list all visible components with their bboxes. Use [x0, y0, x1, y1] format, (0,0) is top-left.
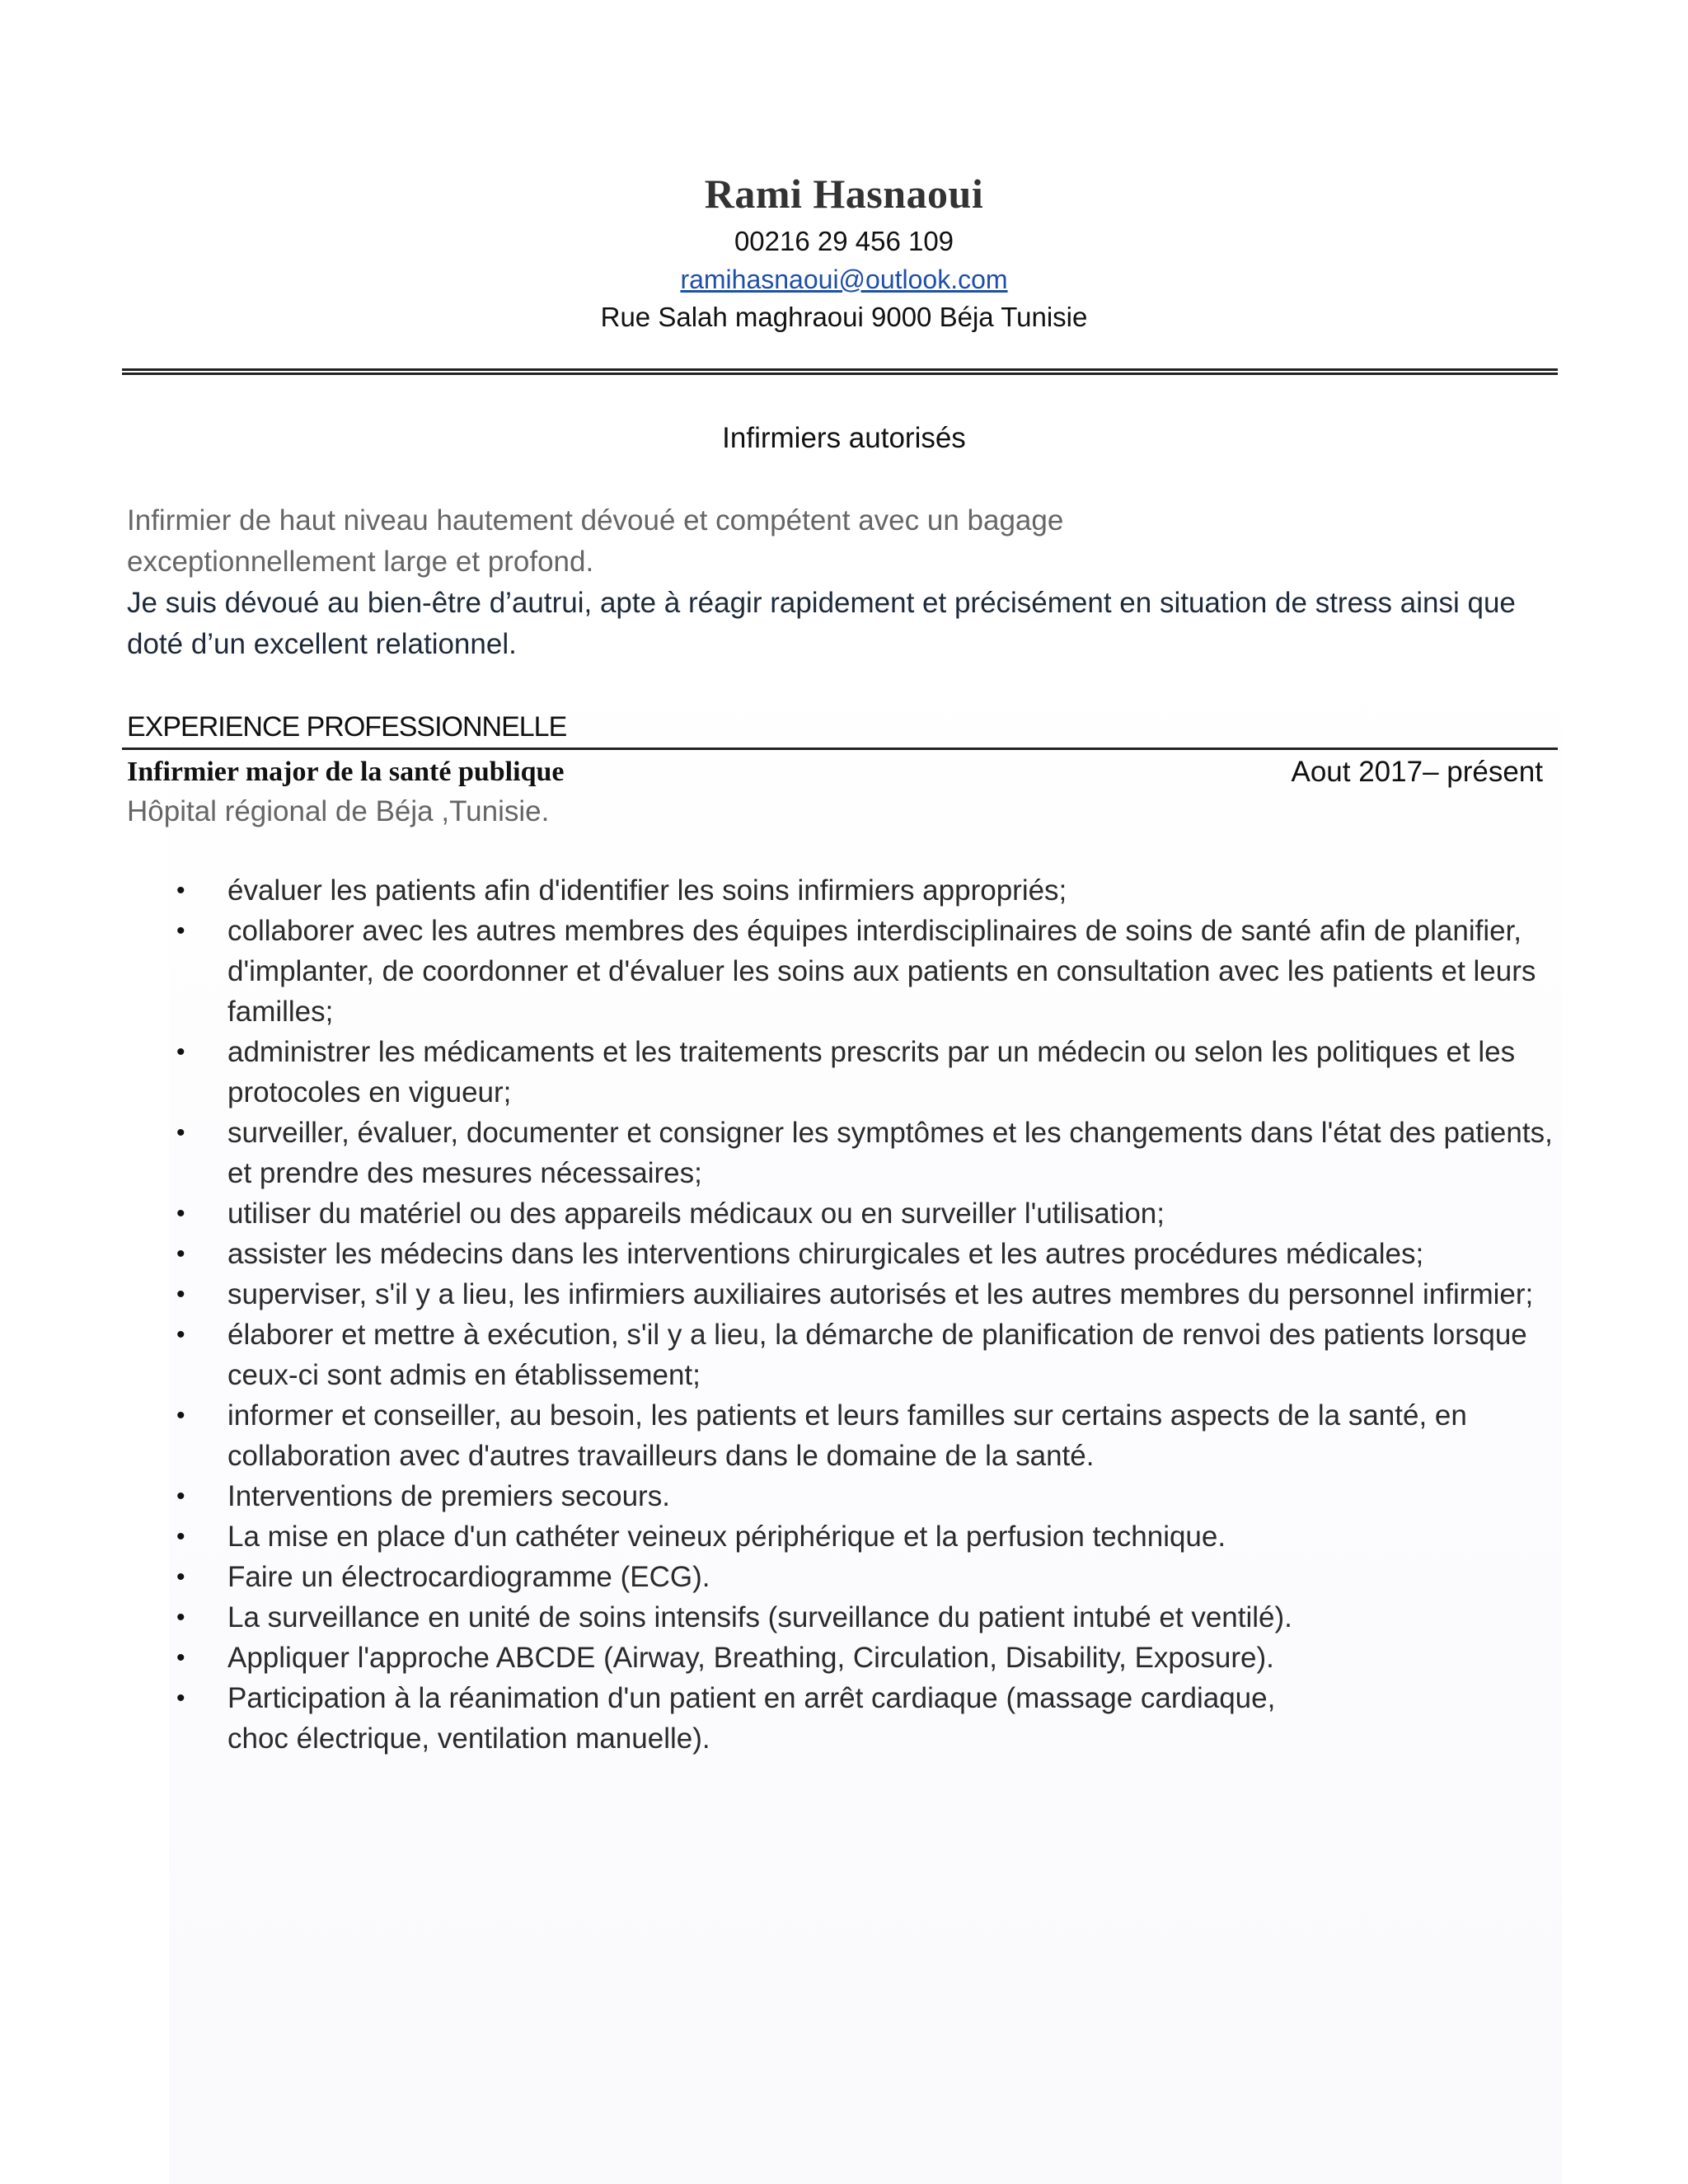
duty-text: administrer les médicaments et les traitements prescrits par un médecin ou selon les politiques et les protocoles en vigueur;	[227, 1036, 1516, 1108]
bullet-icon: •	[176, 917, 185, 944]
list-item	[127, 1395, 1561, 1476]
list-item	[127, 1032, 1561, 1113]
section-divider	[122, 748, 1558, 750]
bullet-icon: •	[176, 1200, 185, 1227]
list-item	[127, 911, 1561, 1032]
profile-summary	[127, 500, 1528, 665]
duty-text: Participation à la réanimation d'un patient en arrêt cardiaque (massage cardiaque, choc électrique, ventilation manuelle).	[227, 1682, 1276, 1755]
bullet-icon: •	[176, 1523, 185, 1550]
duty-text: assister les médecins dans les interventions chirurgicales et les autres procédures médicales;	[227, 1238, 1424, 1270]
list-item	[127, 870, 1561, 911]
list-item	[127, 1113, 1561, 1193]
duty-text: informer et conseiller, au besoin, les patients et leurs familles sur certains aspects de la santé, en collaboration avec d'autres travailleurs dans le domaine de la santé.	[227, 1399, 1467, 1472]
list-item	[127, 1638, 1315, 1678]
list-item	[127, 1274, 1561, 1315]
employer: Hôpital régional de Béja ,Tunisie.	[127, 795, 550, 827]
job-date: Aout 2017– présent	[1291, 756, 1543, 788]
header-divider	[122, 368, 1558, 375]
summary-line-2: exceptionnellement large et profond.	[127, 546, 594, 578]
list-item	[127, 1476, 1561, 1516]
summary-line-1: Infirmier de haut niveau hautement dévoué et compétent avec un bagage	[127, 504, 1064, 537]
duty-text: Faire un électrocardiogramme (ECG).	[227, 1561, 710, 1593]
duty-text: collaborer avec les autres membres des équipes interdisciplinaires de soins de santé afin de planifier, d'implanter, de coordonner et d'évaluer les soins aux patients en consultation avec les patients et leurs familles;	[227, 915, 1536, 1028]
bullet-icon: •	[176, 1563, 185, 1591]
duty-text: superviser, s'il y a lieu, les infirmiers auxiliaires autorisés et les autres membres du personnel infirmier;	[227, 1278, 1534, 1310]
bullet-icon: •	[176, 1281, 185, 1308]
candidate-name: Rami Hasnaoui	[704, 171, 984, 217]
list-item	[127, 1234, 1561, 1274]
bullet-icon: •	[176, 877, 185, 904]
duty-text: surveiller, évaluer, documenter et consigner les symptômes et les changements dans l'état des patients, et prendre des mesures nécessaires;	[227, 1117, 1553, 1189]
job-target-title: Infirmiers autorisés	[722, 422, 966, 454]
bullet-icon: •	[176, 1038, 185, 1066]
duty-text: La mise en place d'un cathéter veineux périphérique et la perfusion technique.	[227, 1521, 1226, 1553]
bullet-icon: •	[176, 1685, 185, 1712]
phone-number: 00216 29 456 109	[734, 226, 954, 256]
list-item	[127, 1557, 1561, 1597]
bullet-icon: •	[176, 1240, 185, 1268]
job-title: Infirmier major de la santé publique	[127, 757, 565, 787]
contact-header	[0, 165, 1688, 336]
bullet-icon: •	[176, 1321, 185, 1348]
list-item	[127, 1597, 1315, 1638]
duty-text: utiliser du matériel ou des appareils médicaux ou en surveiller l'utilisation;	[227, 1197, 1165, 1230]
duty-text: évaluer les patients afin d'identifier les soins infirmiers appropriés;	[227, 874, 1067, 907]
email-link[interactable]: ramihasnaoui@outlook.com	[680, 265, 1008, 294]
duties-list	[127, 870, 1561, 1759]
summary-line-3: Je suis dévoué au bien-être d’autrui, apte à réagir rapidement et précisément en situation de stress ainsi que doté d’un excellent relationnel.	[127, 587, 1516, 660]
duty-text: élaborer et mettre à exécution, s'il y a lieu, la démarche de planification de renvoi des patients lorsque ceux-ci sont admis en établissement;	[227, 1319, 1527, 1391]
experience-section-title: EXPERIENCE PROFESSIONNELLE	[127, 711, 567, 743]
duty-text: Interventions de premiers secours.	[227, 1480, 670, 1512]
duty-text: Appliquer l'approche ABCDE (Airway, Breathing, Circulation, Disability, Exposure).	[227, 1642, 1274, 1674]
postal-address: Rue Salah maghraoui 9000 Béja Tunisie	[600, 302, 1088, 332]
list-item	[127, 1315, 1561, 1395]
bullet-icon: •	[176, 1402, 185, 1429]
list-item	[127, 1193, 1561, 1234]
list-item	[127, 1678, 1315, 1759]
duty-text: La surveillance en unité de soins intensifs (surveillance du patient intubé et ventilé).	[227, 1601, 1292, 1633]
bullet-icon: •	[176, 1644, 185, 1671]
bullet-icon: •	[176, 1604, 185, 1631]
list-item	[127, 1516, 1315, 1557]
bullet-icon: •	[176, 1483, 185, 1510]
bullet-icon: •	[176, 1119, 185, 1146]
